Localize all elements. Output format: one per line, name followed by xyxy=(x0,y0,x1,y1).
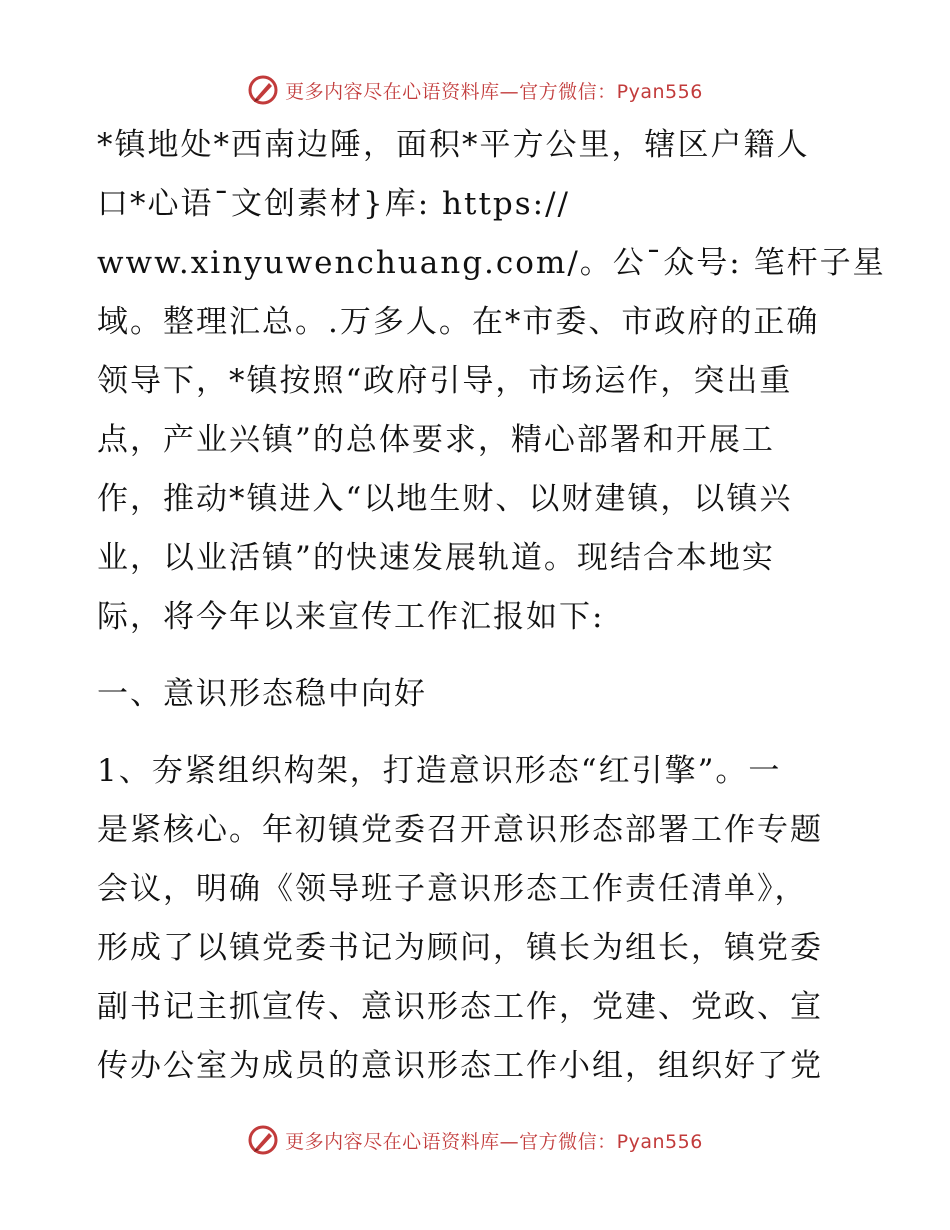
text-line: *镇地处*西南边陲，面积*平方公里，辖区户籍人 xyxy=(97,127,810,163)
text-line: 形成了以镇党委书记为顾问，镇长为组长，镇党委 xyxy=(97,930,823,966)
text-line: 作，推动*镇进入“以地生财、以财建镇，以镇兴 xyxy=(97,481,793,517)
text-line: 口*心语¯文创素材}库: https:// xyxy=(97,186,570,222)
text-line: 是紧核心。年初镇党委召开意识形态部署工作专题 xyxy=(97,812,823,848)
text-line: 1、夯紧组织构架，打造意识形态“红引擎”。一 xyxy=(97,753,782,789)
text-line: 副书记主抓宣传、意识形态工作，党建、党政、宣 xyxy=(97,989,823,1025)
text-line: 域。整理汇总。.万多人。在*市委、市政府的正确 xyxy=(97,304,820,340)
text-line: www.xinyuwenchuang.com/。公¯众号: 笔杆子星 xyxy=(97,245,886,281)
text-line: 业，以业活镇”的快速发展轨道。现结合本地实 xyxy=(97,540,775,576)
section-heading: 一、意识形态稳中向好 xyxy=(97,676,427,712)
header-banner-text: 更多内容尽在心语资料库—官方微信：Pyan556 xyxy=(285,80,703,103)
document-body xyxy=(97,116,886,1096)
pen-logo-icon xyxy=(247,74,279,106)
pen-logo-icon xyxy=(247,1124,279,1156)
text-line: 际，将今年以来宣传工作汇报如下: xyxy=(97,599,605,635)
text-line: 领导下，*镇按照“政府引导，市场运作，突出重 xyxy=(97,363,793,399)
footer-banner-text: 更多内容尽在心语资料库—官方微信：Pyan556 xyxy=(285,1130,703,1153)
footer-watermark-banner xyxy=(0,1120,950,1160)
text-line: 点，产业兴镇”的总体要求，精心部署和开展工 xyxy=(97,422,775,458)
header-watermark-banner xyxy=(0,70,950,110)
text-line: 会议，明确《领导班子意识形态工作责任清单》， xyxy=(97,871,808,907)
text-line: 传办公室为成员的意识形态工作小组，组织好了党 xyxy=(97,1048,823,1084)
